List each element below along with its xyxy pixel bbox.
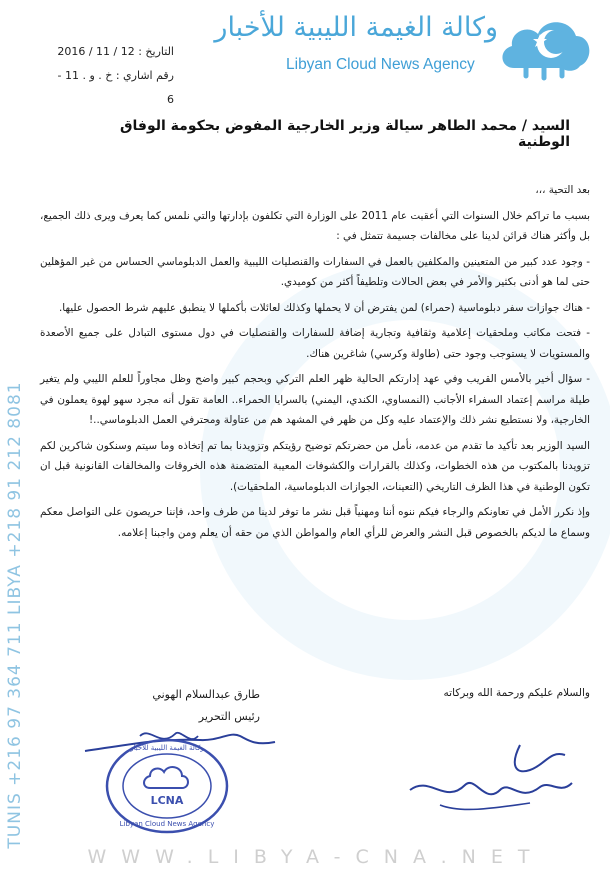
paragraph: بسبب ما تراكم خلال السنوات التي أعقبت عام 2011 على الوزارة التي تكلفون بإدارتها والتي نلمس كما يعرف ويرى ذلك الجميع، بل وأكثر هناك قرائن لدينا على مخالفات جسيمة تتمثل في : <box>40 209 590 242</box>
reference-line: رقم اشاري : خ . و . 11 - 6 <box>57 69 174 106</box>
agency-name-en: Libyan Cloud News Agency <box>286 56 475 73</box>
svg-text:وكالة الغيمة الليبية للأخبار: وكالة الغيمة الليبية للأخبار <box>130 744 204 752</box>
paragraph: - هناك جوازات سفر دبلوماسية (حمراء) لمن يفترض أن لا يحملها وكذلك لعائلات بأكملها لا ينطبق عليهم شرط الحصول عليها. <box>58 301 590 314</box>
addressee: السيد / محمد الطاهر سيالة وزير الخارجية المفوض بحكومة الوفاق الوطنية <box>120 118 570 150</box>
paragraph: السيد الوزير بعد تأكيد ما تقدم من عدمه، نأمل من حضرتكم توضيح رؤيتكم وتزويدنا بما تم إتخاذه وما سيتم وسنكون شاكرين لكم تزويدنا بالمكتوب من هذه الخطوات، وكذلك بالقرارات والكشوفات المعيبة المتضمنة هذه الخروقات والمخالفات القانونية قبل ان تكون الوطنية في هذا الظرف التاريخي (التعينات، الجوازات الدبلوماسية، الملحقيات). <box>40 439 590 493</box>
letter-meta <box>54 40 174 112</box>
letter-body <box>40 180 590 548</box>
side-contact-strip <box>2 360 28 870</box>
signer-title: رئيس التحرير <box>198 710 260 723</box>
svg-text:LCNA: LCNA <box>150 794 184 807</box>
paragraph: وإذ نكرر الأمل في تعاونكم والرجاء فيكم ننوه أننا ومهنياً قبل نشر ما توفر لدينا من طرف واحد، فإننا حريصون على التواصل معكم وسماع ما لديكم بالخصوص قبل النشر والعرض للرأي العام والمواطن الذي من حقه أن يعلم ومن واجبنا إعلامه. <box>40 506 590 539</box>
paragraph: - فتحت مكاتب وملحقيات إعلامية وثقافية وتجارية إضافة للسفارات والقنصليات في دول مستوى التبادل على جميع الأصعدة والمستويات لا يستوجب وجود حتى (طاولة وكرسي) شاغرين هناك. <box>40 327 590 360</box>
closing: والسلام عليكم ورحمة الله وبركاته <box>443 687 590 699</box>
svg-text:Libyan Cloud News Agency: Libyan Cloud News Agency <box>119 820 215 828</box>
contact-phones: TUNIS +216 97 364 711 LIBYA +218 91 212 8081 <box>5 381 25 849</box>
paragraph: - وجود عدد كبير من المتعينين والمكلفين بالعمل في السفارات والقنصليات الليبية والعمل الدبلوماسي الحساس من غير المؤهلين حتى لما هو أدنى بكثير والأمر في بعض الحالات وتلطيفاً أكثر من كوميدي. <box>40 255 590 288</box>
greeting: بعد التحية ،،، <box>535 184 590 196</box>
signer-name: طارق عبدالسلام الهوني <box>152 688 260 701</box>
paragraph: - سؤال أخير بالأمس القريب وفي عهد إدارتكم الحالية ظهر العلم التركي وبحجم كبير واضح وظل مجاوراً للعلم الليبي ولم يتغير طيلة مراسم إعتماد السفراء الأجانب (النمساوي، الكندي، اليمني) بالسرايا الحمراء.. العامة تقول أنه مجرد سهو لهوة يعملون في الخارجية، ولا نستطيع نشر ذلك والإعتماد عليه وكل من ظهر في المشهد هم من عتاولة ومحترفي العمل الدبلوماسي..! <box>40 373 590 426</box>
website-footer: WWW.LIBYA-CNA.NET <box>87 846 545 868</box>
agency-name-ar: وكالة الغيمة الليبية للأخبار <box>214 12 498 43</box>
signature-scribble-right <box>400 735 580 825</box>
agency-stamp <box>102 736 232 836</box>
cloud-logo-icon <box>496 10 596 82</box>
date-line: التاريخ : 12 / 11 / 2016 <box>57 45 174 58</box>
